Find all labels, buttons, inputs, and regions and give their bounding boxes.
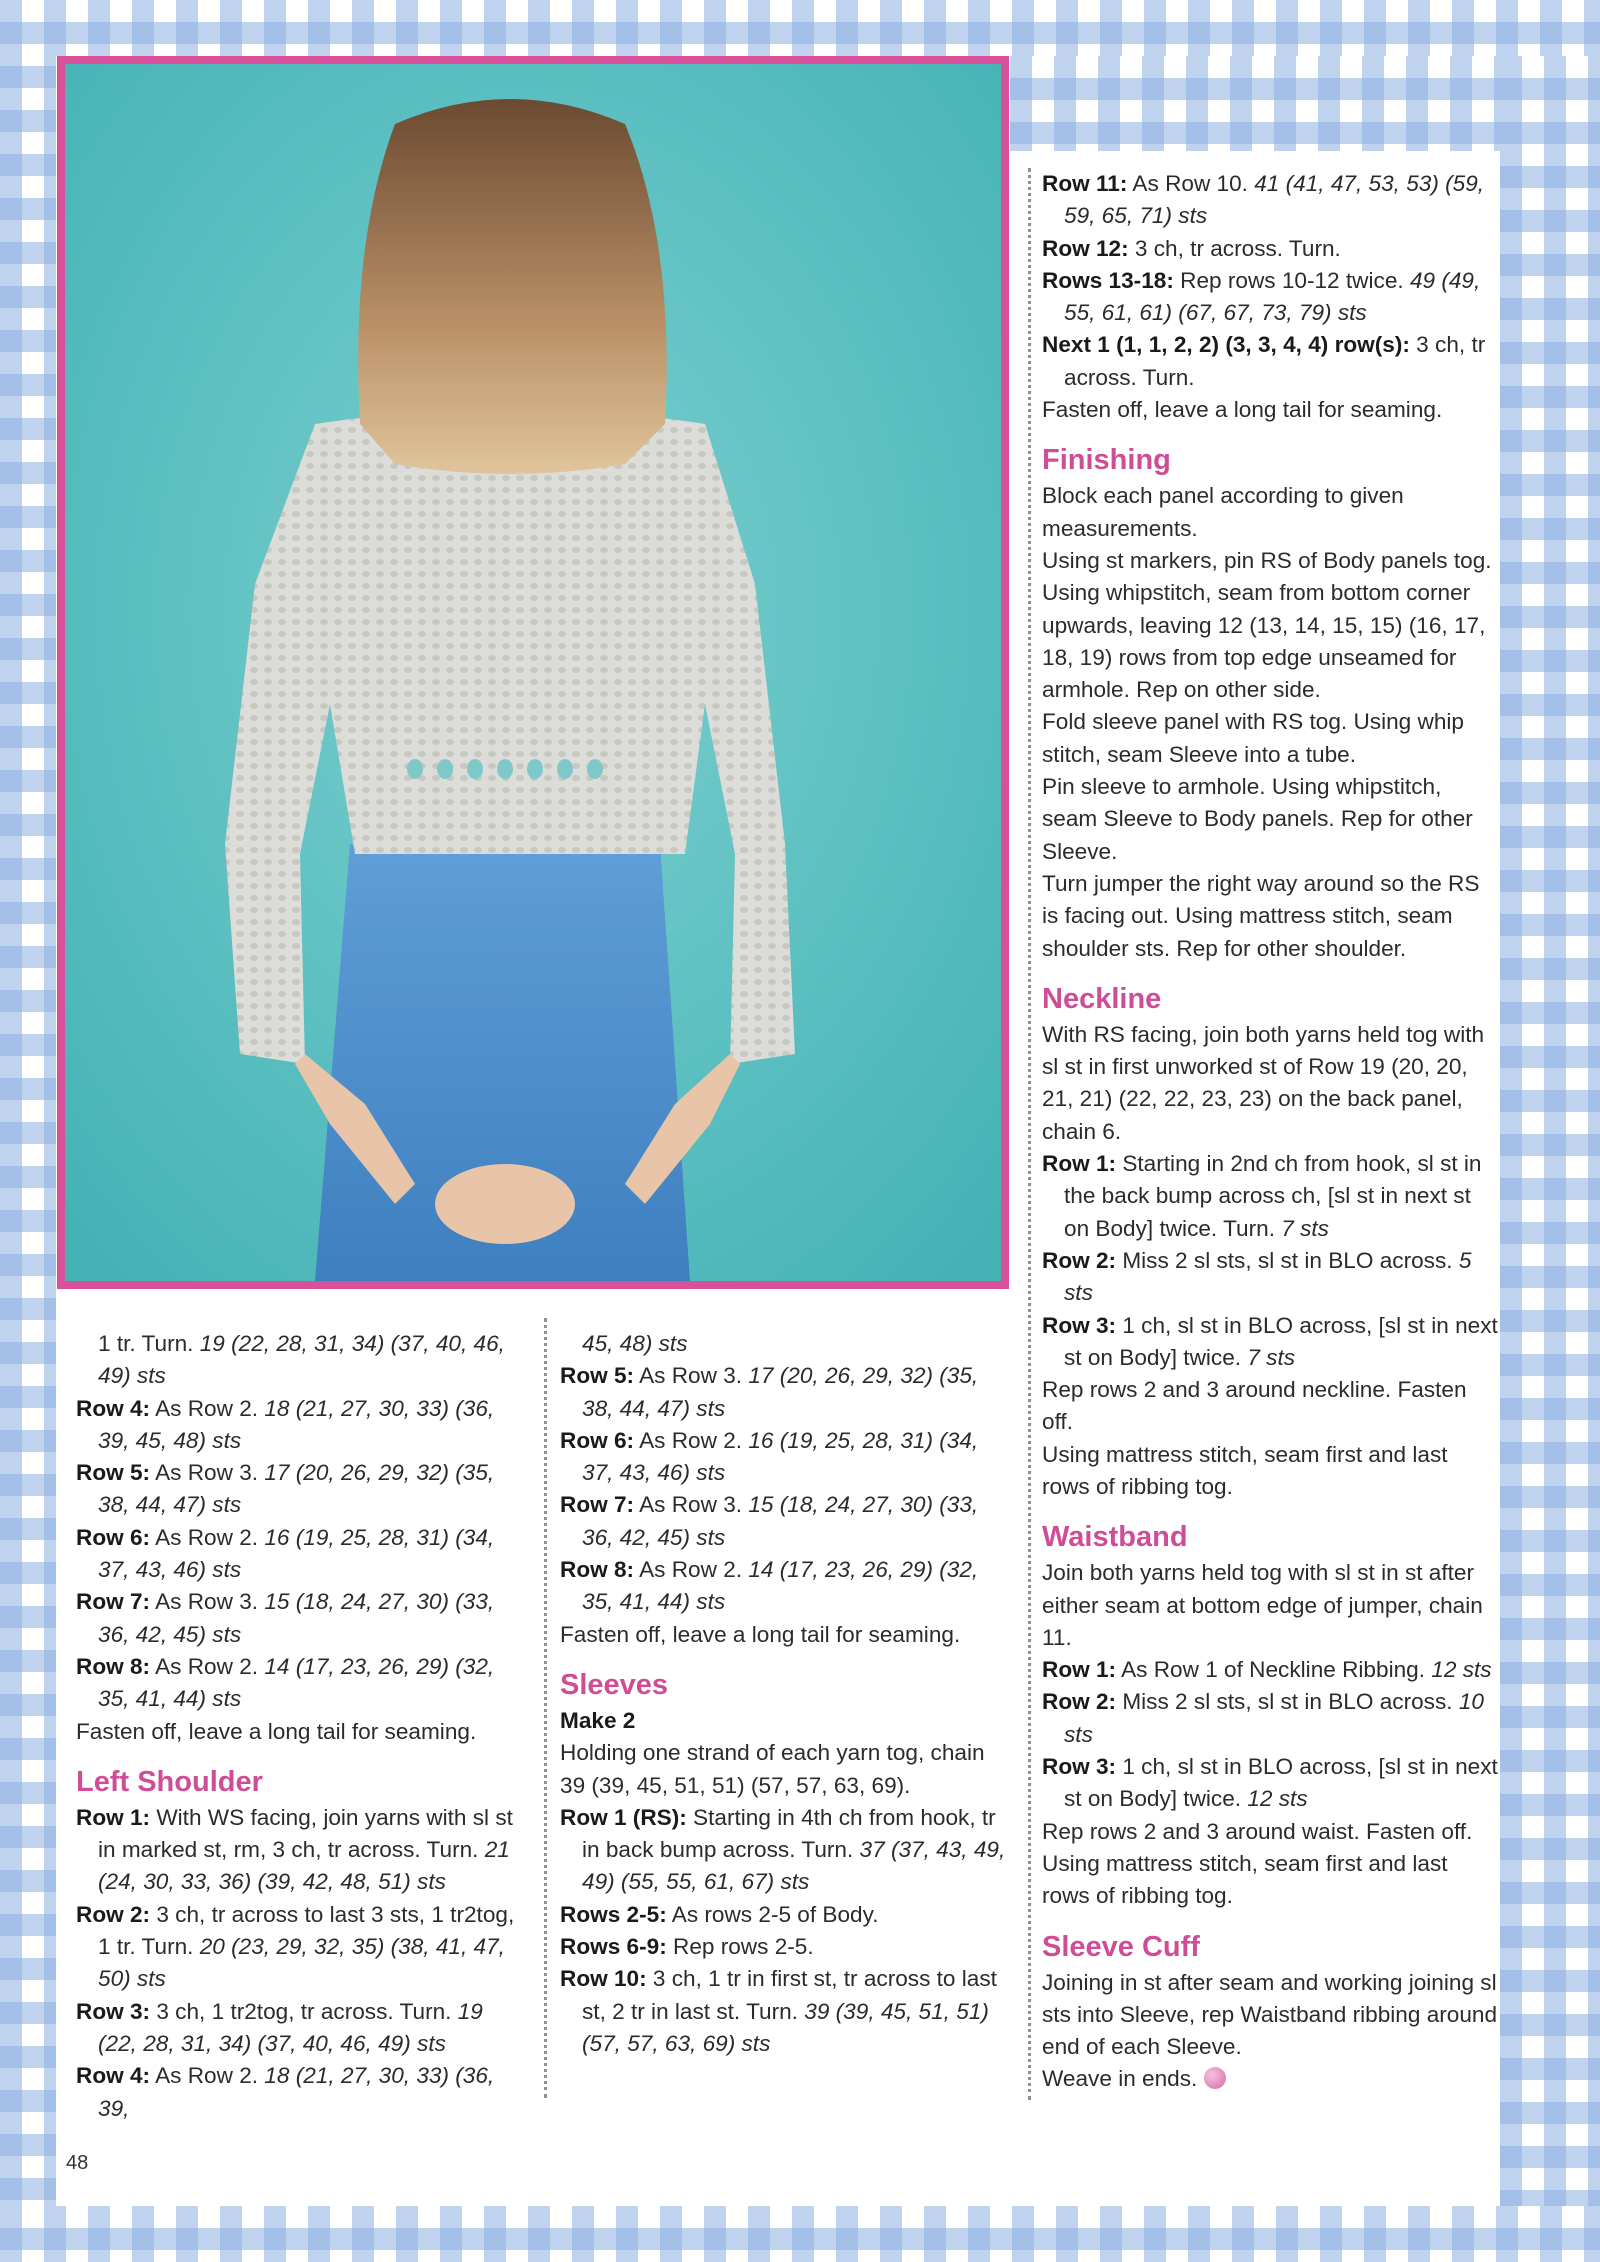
sleeve-setup: Holding one strand of each yarn tog, chain 39 (39, 45, 51, 51) (57, 57, 63, 69). xyxy=(560,1740,985,1798)
stitch-count: 37 (37, 43, 49, 49) (55, 55, 61, 67) sts xyxy=(582,1837,1006,1895)
neckline-row-2 xyxy=(1042,1245,1498,1310)
ls-row-6 xyxy=(560,1425,1010,1490)
gingham-border-right xyxy=(1500,56,1600,2206)
row-4 xyxy=(76,1393,526,1458)
finishing-heading: Finishing xyxy=(1042,444,1171,477)
stitch-count: 15 (18, 24, 27, 30) (33, 36, 42, 45) sts xyxy=(98,1589,495,1647)
stitch-count: 14 (17, 23, 26, 29) (32, 35, 41, 44) sts xyxy=(98,1653,495,1712)
ls-row-5 xyxy=(560,1360,1010,1425)
sleeve-cuff-heading: Sleeve Cuff xyxy=(1042,1930,1200,1963)
left-shoulder-heading: Left Shoulder xyxy=(76,1765,263,1798)
row-text: Starting in 2nd ch from hook, sl st in the back bump across ch, [sl st in next st on Body] twice. Turn. xyxy=(1064,1151,1482,1241)
row-text: 3 ch, 1 tr2tog, tr across. Turn. xyxy=(150,1998,458,2024)
column-1 xyxy=(76,1328,526,2125)
gingham-border-left xyxy=(0,0,56,2262)
row-text: As Row 10. xyxy=(1127,171,1255,196)
row-label: Row 1: xyxy=(76,1804,151,1830)
fasten-off-text: Fasten off, leave a long tail for seaming. xyxy=(560,1621,961,1647)
stitch-count: 18 (21, 27, 30, 33) (36, 39, xyxy=(98,2063,495,2121)
row-8 xyxy=(76,1651,526,1716)
row-label: Row 3: xyxy=(1042,1754,1117,1780)
row-text: As Row 3. xyxy=(634,1492,749,1518)
ls-row-7 xyxy=(560,1489,1010,1554)
row-text: As Row 3. xyxy=(150,1460,265,1486)
row-label: Row 7: xyxy=(560,1492,635,1518)
sleeve-rows-2-5 xyxy=(560,1899,1010,1931)
hair xyxy=(358,99,666,474)
waistband-row-1 xyxy=(1042,1654,1498,1686)
row-label: Row 1 (RS): xyxy=(560,1804,687,1830)
row-3-continued xyxy=(76,1328,526,1393)
finishing-step-5: Turn jumper the right way around so the RS is facing out. Using mattress stitch, seam shoulder sts. Rep for other shoulder. xyxy=(1042,870,1480,961)
row-text: As Row 2. xyxy=(634,1557,749,1583)
row-text: As Row 3. xyxy=(150,1589,265,1615)
row-text: Miss 2 sl sts, sl st in BLO across. xyxy=(1116,1689,1459,1715)
row-label: Row 3: xyxy=(1042,1312,1117,1338)
stitch-count: 16 (19, 25, 28, 31) (34, 37, 43, 46) sts xyxy=(98,1524,495,1583)
model-back-view-image xyxy=(65,64,1001,1281)
stitch-count: 19 (22, 28, 31, 34) (37, 40, 46, 49) sts xyxy=(98,1331,505,1389)
ls-row-8 xyxy=(560,1554,1010,1619)
row-label: Row 5: xyxy=(560,1363,635,1389)
page-number: 48 xyxy=(66,2152,89,2174)
column-divider xyxy=(544,1318,547,2098)
row-text: Rep rows 10-12 twice. xyxy=(1173,267,1410,293)
column-2 xyxy=(560,1328,1010,2060)
stitch-count: 39 (39, 45, 51, 51) (57, 57, 63, 69) sts xyxy=(582,1998,989,2056)
ls-row-2 xyxy=(76,1899,526,1996)
row-text: With WS facing, join yarns with sl st in marked st, rm, 3 ch, tr across. Turn. xyxy=(98,1804,513,1863)
stitch-count: 10 sts xyxy=(1064,1689,1484,1747)
row-label: Row 8: xyxy=(76,1653,151,1679)
row-text: 1 ch, sl st in BLO across, [sl st in next st on Body] twice. xyxy=(1064,1312,1498,1370)
row-text: 3 ch, tr across. Turn. xyxy=(1128,235,1341,261)
sleeve-rows-13-18 xyxy=(1042,265,1498,330)
row-label: Row 7: xyxy=(76,1589,151,1615)
waistband-heading: Waistband xyxy=(1042,1521,1188,1554)
row-label: Rows 13-18: xyxy=(1042,267,1174,293)
neckline-heading: Neckline xyxy=(1042,982,1162,1015)
row-label: Row 10: xyxy=(560,1966,647,1992)
row-5 xyxy=(76,1457,526,1522)
sleeve-cuff-text: Joining in st after seam and working joining sl sts into Sleeve, rep Waistband ribbing around end of each Sleeve. xyxy=(1042,1969,1498,2060)
neckline-seam: Using mattress stitch, seam first and last rows of ribbing tog. xyxy=(1042,1441,1448,1499)
stitch-count: 17 (20, 26, 29, 32) (35, 38, 44, 47) sts xyxy=(98,1460,495,1518)
row-label: Row 11: xyxy=(1042,171,1128,196)
sleeves-heading: Sleeves xyxy=(560,1668,669,1701)
row-label: Row 1: xyxy=(1042,1657,1117,1683)
stitch-count: 7 sts xyxy=(1281,1215,1329,1241)
row-label: Rows 2-5: xyxy=(560,1901,667,1927)
ls-row-3 xyxy=(76,1996,526,2061)
stitch-count: 12 sts xyxy=(1247,1786,1308,1812)
column-divider xyxy=(1028,168,1031,2100)
stitch-count: 21 (24, 30, 33, 36) (39, 42, 48, 51) sts xyxy=(98,1837,510,1895)
finishing-step-4: Pin sleeve to armhole. Using whipstitch, seam Sleeve to Body panels. Rep for other Sleeve. xyxy=(1042,774,1473,864)
neckline-repeat: Rep rows 2 and 3 around neckline. Fasten off. xyxy=(1042,1377,1467,1435)
row-label: Row 6: xyxy=(560,1427,635,1453)
row-label: Next 1 (1, 1, 2, 2) (3, 3, 4, 4) row(s): xyxy=(1042,332,1410,358)
row-7 xyxy=(76,1586,526,1651)
fasten-off-text: Fasten off, leave a long tail for seaming. xyxy=(1042,397,1443,423)
ls-row-1 xyxy=(76,1802,526,1899)
row-text: 3 ch, tr across to last 3 sts, 1 tr2tog, 1 tr. Turn. xyxy=(98,1901,515,1960)
ls-row-4 xyxy=(76,2060,526,2125)
model-photo xyxy=(57,56,1009,1289)
row-text: 3 ch, 1 tr in first st, tr across to last st, 2 tr in last st. Turn. xyxy=(582,1966,997,2024)
stitch-count: 16 (19, 25, 28, 31) (34, 37, 43, 46) sts xyxy=(582,1427,979,1486)
fasten-off-text: Fasten off, leave a long tail for seaming. xyxy=(76,1718,477,1744)
stitch-count: 18 (21, 27, 30, 33) (36, 39, 45, 48) sts xyxy=(98,1395,495,1453)
waistband-intro: Join both yarns held tog with sl st in st after either seam at bottom edge of jumper, chain 11. xyxy=(1042,1560,1483,1650)
gingham-border-top-strip xyxy=(1010,56,1500,151)
neckline-row-3 xyxy=(1042,1310,1498,1375)
row-label: Row 1: xyxy=(1042,1151,1117,1177)
row-text: As Row 2. xyxy=(150,1524,265,1550)
row-label: Row 12: xyxy=(1042,235,1129,261)
row-text: As Row 2. xyxy=(150,2063,265,2089)
row-text: As Row 3. xyxy=(634,1363,749,1389)
stitch-count: 49 (49, 55, 61, 61) (67, 67, 73, 79) sts xyxy=(1064,267,1481,326)
row-text: Starting in 4th ch from hook, tr in back bump across. Turn. xyxy=(582,1804,996,1863)
row-text: 3 ch, tr across. Turn. xyxy=(1064,332,1486,390)
row-text: As Row 2. xyxy=(150,1395,265,1421)
weave-text: Weave in ends. xyxy=(1042,2066,1204,2092)
row-label: Row 6: xyxy=(76,1524,151,1550)
waistband-seam: Using mattress stitch, seam first and last rows of ribbing tog. xyxy=(1042,1850,1448,1909)
stitch-count: 5 sts xyxy=(1064,1247,1472,1306)
weave-in-ends xyxy=(1042,2063,1498,2095)
make-count: Make 2 xyxy=(560,1707,636,1733)
stitch-count: 41 (41, 47, 53, 53) (59, 59, 65, 71) sts xyxy=(1064,171,1485,229)
row-text: Miss 2 sl sts, sl st in BLO across. xyxy=(1116,1247,1459,1273)
waistband-row-2 xyxy=(1042,1686,1498,1751)
row-text: 1 ch, sl st in BLO across, [sl st in next st on Body] twice. xyxy=(1064,1754,1498,1812)
row-label: Row 4: xyxy=(76,2063,151,2089)
stitch-count: 17 (20, 26, 29, 32) (35, 38, 44, 47) sts xyxy=(582,1363,979,1421)
stitch-count: 14 (17, 23, 26, 29) (32, 35, 41, 44) sts xyxy=(582,1557,979,1615)
neckline-intro: With RS facing, join both yarns held tog with sl st in first unworked st of Row 19 (20, 20, 21, 21) (22, 22, 23, 23) on the back panel, chain 6. xyxy=(1042,1021,1485,1144)
waistband-repeat: Rep rows 2 and 3 around waist. Fasten off. xyxy=(1042,1818,1473,1844)
column-3 xyxy=(1042,168,1498,2096)
row-label: Row 3: xyxy=(76,1998,151,2024)
neckline-row-1 xyxy=(1042,1148,1498,1245)
row-text: Rep rows 2-5. xyxy=(666,1934,814,1960)
gingham-border-bottom xyxy=(0,2206,1600,2262)
sleeve-row-10 xyxy=(560,1963,1010,2060)
row-label: Row 4: xyxy=(76,1395,151,1421)
sleeve-row-1 xyxy=(560,1802,1010,1899)
sleeve-rows-6-9 xyxy=(560,1931,1010,1963)
stitch-count: 15 (18, 24, 27, 30) (33, 36, 42, 45) sts xyxy=(582,1492,979,1550)
row-text: As Row 1 of Neckline Ribbing. xyxy=(1116,1657,1432,1683)
row-6 xyxy=(76,1522,526,1587)
row-label: Row 2: xyxy=(1042,1247,1117,1273)
sleeve-row-11 xyxy=(1042,168,1498,233)
stitch-count: 7 sts xyxy=(1247,1344,1296,1370)
waistband-row-3 xyxy=(1042,1751,1498,1816)
gingham-border-top xyxy=(0,0,1600,56)
yarn-ball-icon xyxy=(1204,2067,1226,2089)
row-label: Row 2: xyxy=(76,1901,151,1927)
sleeve-row-12 xyxy=(1042,233,1498,265)
row-label: Row 2: xyxy=(1042,1689,1117,1715)
row-text: 1 tr. Turn. xyxy=(98,1331,200,1356)
row-label: Rows 6-9: xyxy=(560,1934,667,1960)
stitch-count: 19 (22, 28, 31, 34) (37, 40, 46, 49) sts xyxy=(98,1998,483,2056)
row-label: Row 8: xyxy=(560,1557,635,1583)
stitch-count: 20 (23, 29, 32, 35) (38, 41, 47, 50) sts xyxy=(98,1934,505,1992)
row-4-continued: 45, 48) sts xyxy=(582,1331,688,1356)
row-label: Row 5: xyxy=(76,1460,151,1486)
finishing-step-2: Using st markers, pin RS of Body panels tog. Using whipstitch, seam from bottom corner upwards, leaving 12 (13, 14, 15, 15) (16, 17, 18, 19) rows from top edge unseamed for armhole. Rep on other side. xyxy=(1042,547,1492,703)
row-text: As rows 2-5 of Body. xyxy=(666,1901,879,1927)
sleeve-next-rows xyxy=(1042,329,1498,394)
finishing-step-1: Block each panel according to given measurements. xyxy=(1042,483,1404,541)
finishing-step-3: Fold sleeve panel with RS tog. Using whip stitch, seam Sleeve into a tube. xyxy=(1042,709,1464,767)
row-text: As Row 2. xyxy=(634,1427,749,1453)
row-text: As Row 2. xyxy=(150,1653,265,1679)
stitch-count: 12 sts xyxy=(1431,1657,1492,1683)
